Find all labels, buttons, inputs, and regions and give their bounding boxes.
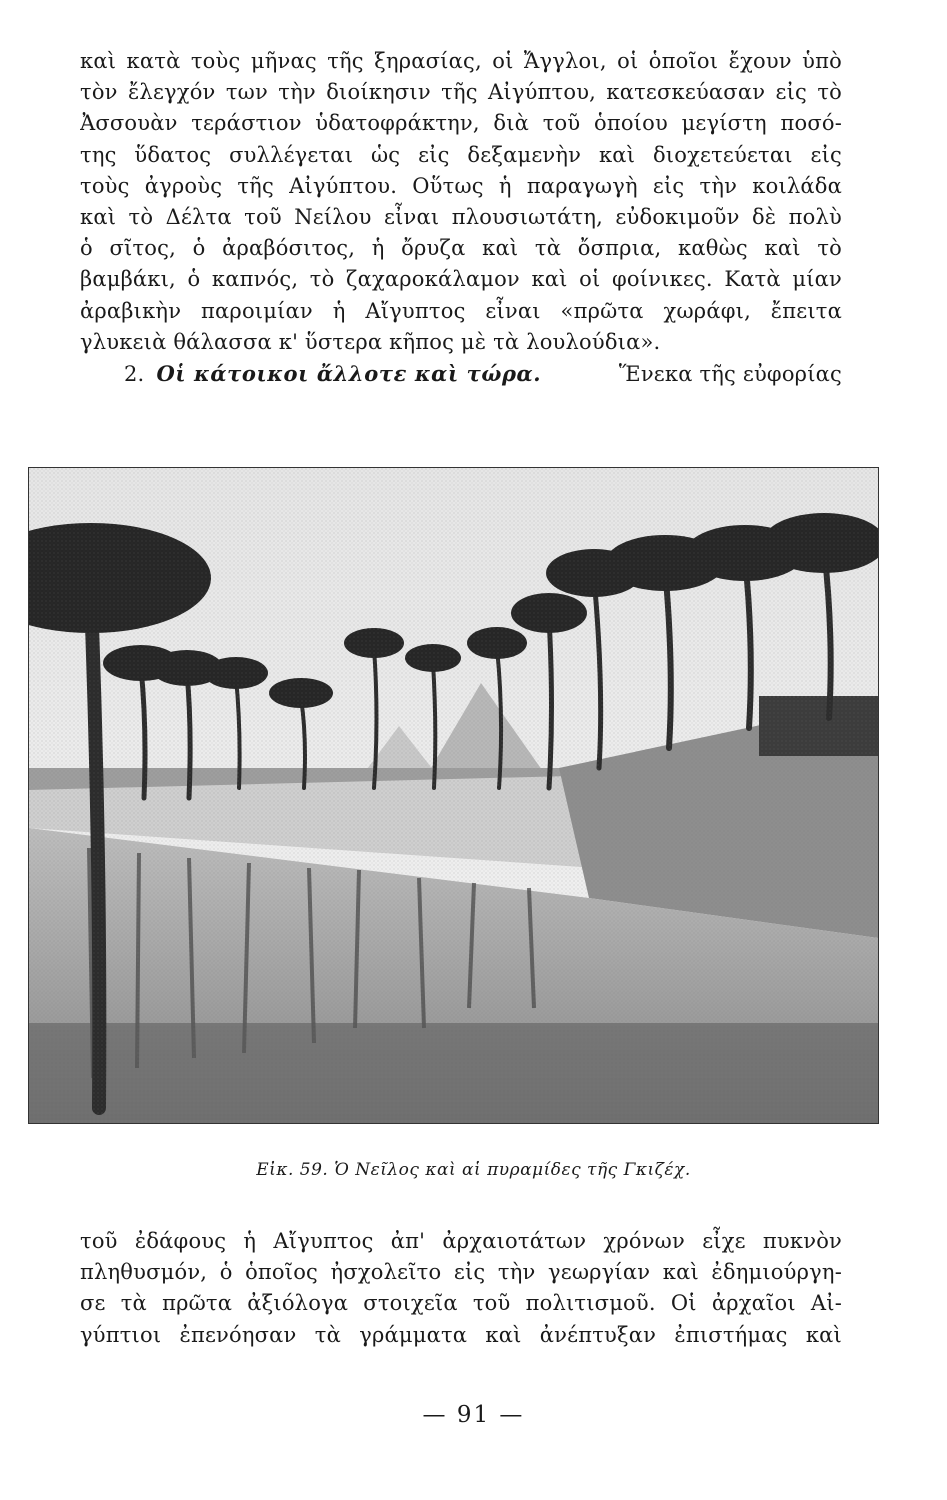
nile-pyramids-photo [28,467,879,1124]
text-line: τοὺς ἀγροὺς τῆς Αἰγύπτου. Οὕτως ἡ παραγωγὴ εἰς τὴν κοιλάδα [80,173,842,198]
text-line: καὶ τὸ Δέλτα τοῦ Νείλου εἶναι πλουσιωτάτη, εὐδοκιμοῦν δὲ πολὺ [80,205,842,230]
section-continuation: Ἕνεκα τῆς εὐφορίας [618,362,842,387]
section-title: Οἱ κάτοικοι ἄλλοτε καὶ τώρα. [156,361,542,387]
text-line: ἀραβικὴν παροιμίαν ἡ Αἴγυπτος εἶναι «πρῶτα χωράφι, ἔπειτα [80,298,842,323]
figure-caption: Εἰκ. 59. Ὁ Νεῖλος καὶ αἱ πυραμίδες τῆς Γκιζέχ. [256,1160,691,1180]
bottom-paragraph [80,1226,842,1351]
text-line: Ἀσσουὰν τεράστιον ὑδατοφράκτην, διὰ τοῦ ὁποίου μεγίστη ποσό- [80,111,842,136]
text-line: βαμβάκι, ὁ καπνός, τὸ ζαχαροκάλαμον καὶ οἱ φοίνικες. Κατὰ μίαν [80,267,842,292]
text-line: γύπτιοι ἐπενόησαν τὰ γράμματα καὶ ἀνέπτυξαν ἐπιστήμας καὶ [80,1322,842,1347]
text-line: σε τὰ πρῶτα ἀξιόλογα στοιχεῖα τοῦ πολιτισμοῦ. Οἱ ἀρχαῖοι Αἰ- [80,1291,842,1316]
photo-illustration [29,468,878,1123]
page-number: — 91 — [422,1402,525,1428]
section-heading [80,358,842,390]
text-line: γλυκειὰ θάλασσα κ' ὕστερα κῆπος μὲ τὰ λουλούδια». [80,329,661,354]
text-line: ὁ σῖτος, ὁ ἀραβόσιτος, ἡ ὄρυζα καὶ τὰ ὄσπρια, καθὼς καὶ τὸ [80,236,842,261]
top-paragraph [80,46,842,390]
text-line: της ὕδατος συλλέγεται ὡς εἰς δεξαμενὴν καὶ διοχετεύεται εἰς [80,142,842,167]
text-line: τὸν ἔλεγχόν των τὴν διοίκησιν τῆς Αἰγύπτου, κατεσκεύασαν εἰς τὸ [80,80,842,105]
section-number: 2. [124,362,145,387]
text-line: πληθυσμόν, ὁ ὁποῖος ἠσχολεῖτο εἰς τὴν γεωργίαν καὶ ἐδημιούργη- [80,1260,842,1285]
text-line: καὶ κατὰ τοὺς μῆνας τῆς ξηρασίας, οἱ Ἄγγλοι, οἱ ὁποῖοι ἔχουν ὑπὸ [80,49,842,73]
text-line: τοῦ ἐδάφους ἡ Αἴγυπτος ἀπ' ἀρχαιοτάτων χρόνων εἶχε πυκνὸν [80,1229,842,1253]
